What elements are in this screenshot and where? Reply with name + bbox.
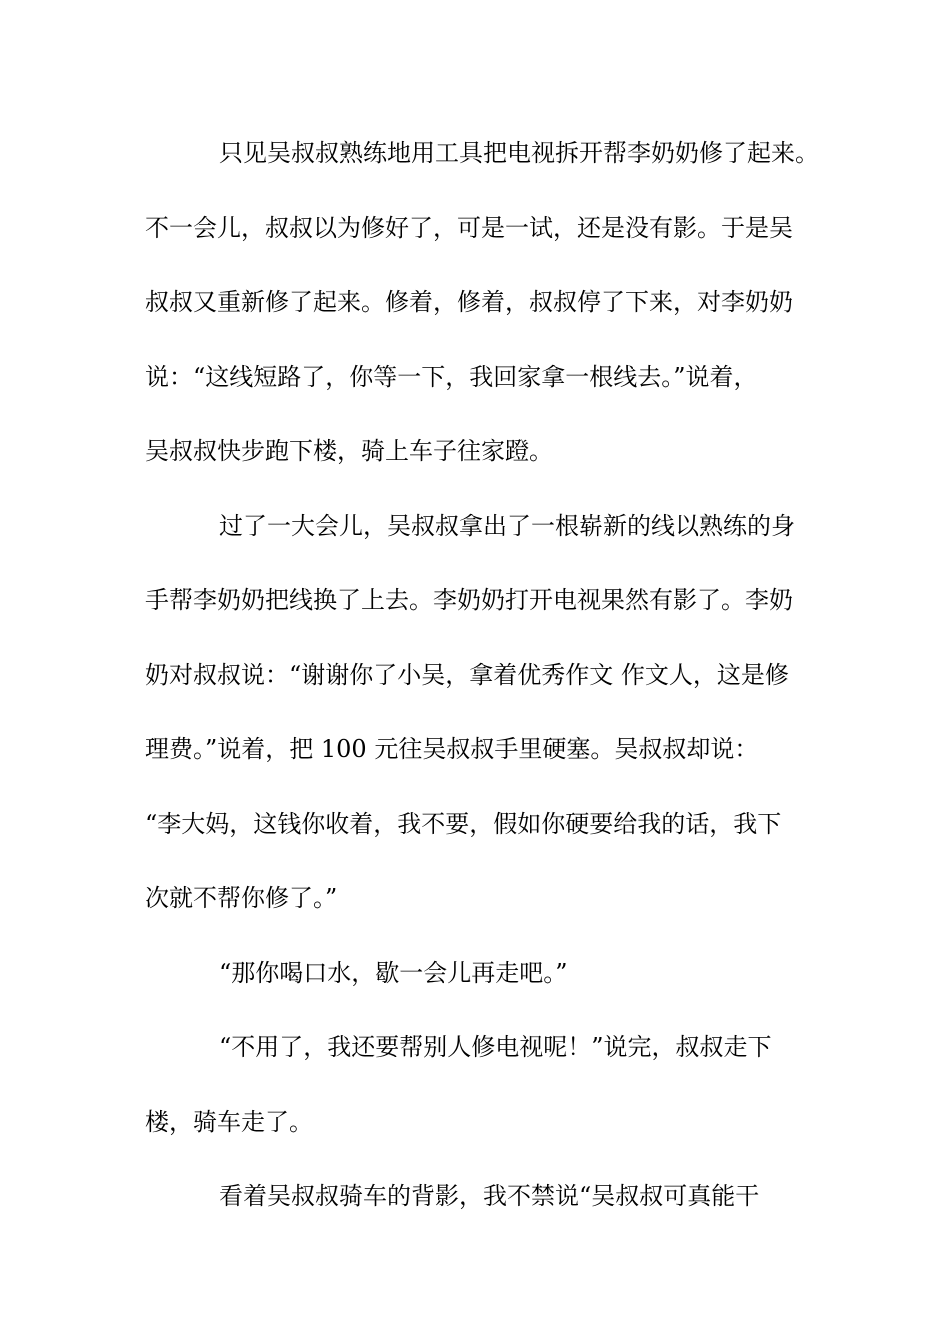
text-line: 理费。”说着，把 100 元往吴叔叔手里硬塞。吴叔叔却说： bbox=[145, 735, 759, 763]
text-line: 奶对叔叔说：“谢谢你了小吴，拿着优秀作文 作文人，这是修 bbox=[145, 660, 789, 689]
text-line: 叔叔又重新修了起来。修着，修着，叔叔停了下来，对李奶奶 bbox=[145, 288, 793, 316]
text-line: 楼，骑车走了。 bbox=[145, 1107, 313, 1136]
text-line: “那你喝口水，歇一会儿再走吧。” bbox=[219, 958, 568, 987]
text-line: 说：“这线短路了，你等一下，我回家拿一根线去。”说着， bbox=[145, 362, 758, 391]
document-body bbox=[145, 116, 819, 1234]
text-line: “不用了，我还要帮别人修电视呢！”说完，叔叔走下 bbox=[219, 1033, 772, 1061]
paragraph-3 bbox=[145, 936, 810, 1011]
text-line: 吴叔叔快步跑下楼，骑上车子往家蹬。 bbox=[145, 437, 553, 465]
paragraph-4 bbox=[145, 1010, 810, 1159]
text-line: 不一会儿，叔叔以为修好了，可是一试，还是没有影。于是吴 bbox=[145, 213, 793, 242]
paragraph-2 bbox=[145, 489, 810, 936]
paragraph-1 bbox=[145, 116, 819, 489]
text-line: 看着吴叔叔骑车的背影，我不禁说“吴叔叔可真能干 bbox=[219, 1182, 760, 1210]
text-line: 手帮李奶奶把线换了上去。李奶奶打开电视果然有影了。李奶 bbox=[145, 586, 793, 614]
text-line: “李大妈，这钱你收着，我不要，假如你硬要给我的话，我下 bbox=[145, 809, 782, 838]
text-line: 只见吴叔叔熟练地用工具把电视拆开帮李奶奶修了起来。 bbox=[219, 139, 819, 167]
paragraph-5 bbox=[145, 1159, 810, 1234]
text-line: 过了一大会儿，吴叔叔拿出了一根崭新的线以熟练的身 bbox=[219, 511, 795, 540]
text-line: 次就不帮你修了。” bbox=[145, 884, 338, 912]
